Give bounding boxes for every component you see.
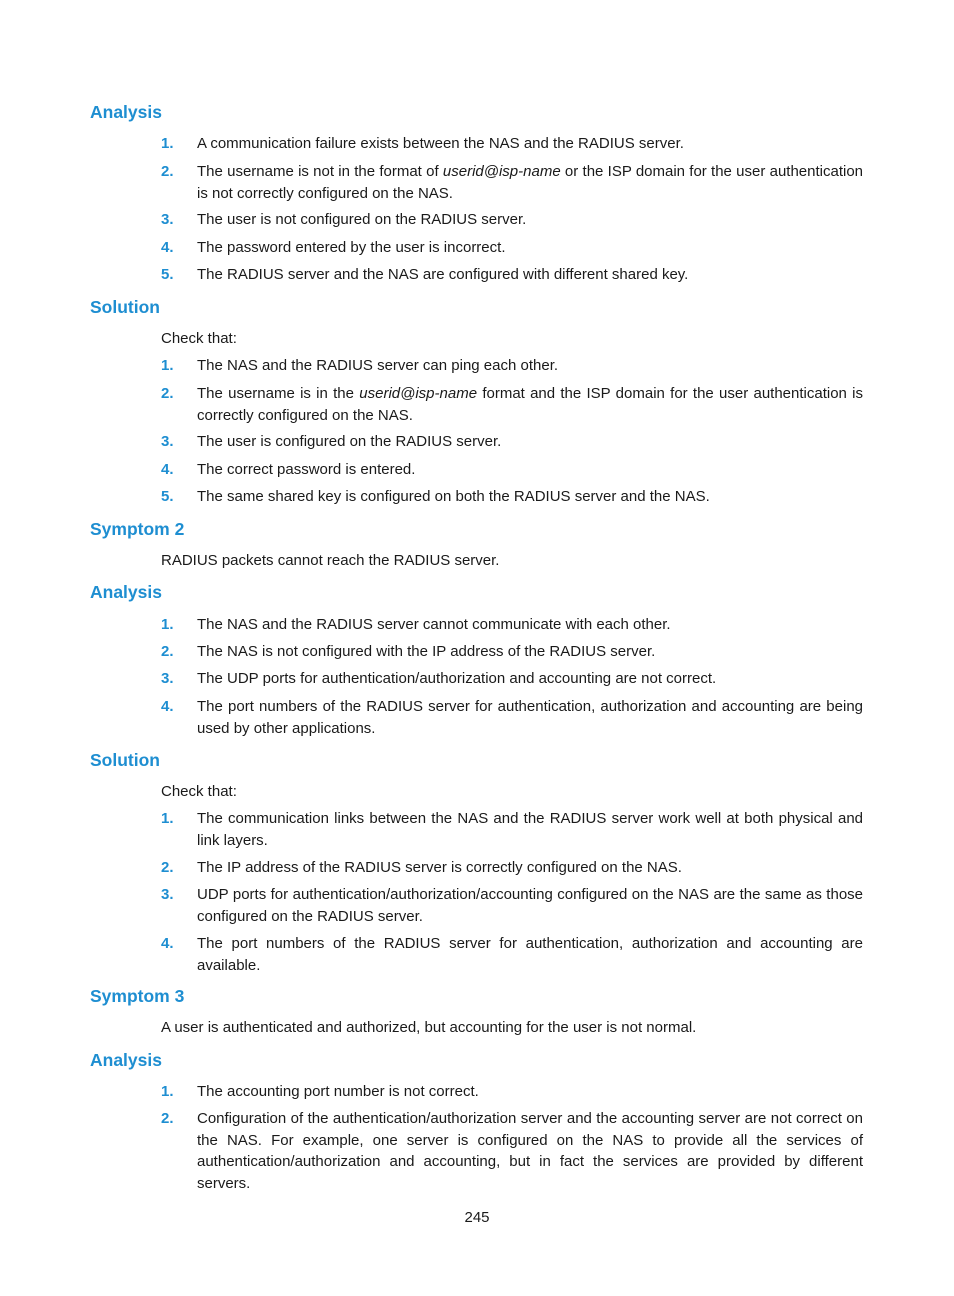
section-heading-analysis: Analysis	[90, 582, 162, 602]
list-text: The port numbers of the RADIUS server for authentication, authorization and accounting are being used by other applications.	[197, 698, 863, 737]
list-item	[161, 355, 863, 377]
list-number: 2.	[161, 859, 174, 876]
list-number: 1.	[161, 357, 174, 374]
intro-text: A user is authenticated and authorized, but accounting for the user is not normal.	[161, 1019, 697, 1036]
list-text: Configuration of the authentication/authorization server and the accounting server are not correct on the NAS. For example, one server is configured on the NAS to provide all the services of authentication/authorization and accounting, but in fact the services are provided by different servers.	[197, 1110, 863, 1192]
list-text: The RADIUS server and the NAS are configured with different shared key.	[197, 266, 689, 283]
list-number: 4.	[161, 239, 174, 256]
list-text: The UDP ports for authentication/authorization and accounting are not correct.	[197, 670, 717, 687]
list-number: 3.	[161, 670, 174, 687]
list-item	[161, 857, 863, 879]
list-item	[161, 614, 863, 636]
intro-text: RADIUS packets cannot reach the RADIUS server.	[161, 552, 500, 569]
section-heading-analysis: Analysis	[90, 102, 162, 122]
section-heading-solution: Solution	[90, 297, 160, 317]
list-item	[161, 209, 863, 231]
list-item	[161, 884, 863, 927]
list-text: A communication failure exists between the NAS and the RADIUS server.	[197, 135, 684, 152]
list-text: The accounting port number is not correct.	[197, 1083, 479, 1100]
list-text: The communication links between the NAS and the RADIUS server work well at both physical and link layers.	[197, 810, 863, 849]
list-number: 3.	[161, 886, 174, 903]
list-text: The correct password is entered.	[197, 461, 416, 478]
list-item	[161, 933, 863, 976]
list-number: 5.	[161, 266, 174, 283]
list-item	[161, 161, 863, 204]
list-number: 3.	[161, 433, 174, 450]
list-item	[161, 133, 863, 155]
list-item	[161, 1108, 863, 1194]
list-text: The NAS and the RADIUS server cannot communicate with each other.	[197, 616, 671, 633]
list-text: The username is not in the format of userid@isp-name or the ISP domain for the user authentication is not correctly configured on the NAS.	[197, 163, 864, 202]
list-text: The password entered by the user is incorrect.	[197, 239, 506, 256]
list-number: 2.	[161, 385, 174, 402]
list-item	[161, 696, 863, 739]
section-heading-solution: Solution	[90, 750, 160, 770]
list-text: The port numbers of the RADIUS server for authentication, authorization and accounting are available.	[197, 935, 863, 974]
list-text: The NAS is not configured with the IP address of the RADIUS server.	[197, 643, 656, 660]
list-number: 1.	[161, 1083, 174, 1100]
intro-text: Check that:	[161, 330, 237, 347]
list-text: The NAS and the RADIUS server can ping each other.	[197, 357, 559, 374]
list-item	[161, 1081, 863, 1103]
list-text: UDP ports for authentication/authorization/accounting configured on the NAS are the same as those configured on the RADIUS server.	[197, 886, 863, 925]
list-number: 4.	[161, 935, 174, 952]
list-item	[161, 237, 863, 259]
list-number: 2.	[161, 643, 174, 660]
intro-text: Check that:	[161, 783, 237, 800]
page-number: 245	[464, 1209, 490, 1226]
list-number: 4.	[161, 698, 174, 715]
list-number: 1.	[161, 810, 174, 827]
section-heading-analysis: Analysis	[90, 1050, 162, 1070]
emphasis-text: userid@isp-name	[442, 163, 561, 180]
list-number: 1.	[161, 616, 174, 633]
list-number: 4.	[161, 461, 174, 478]
section-heading-symptom-3: Symptom 3	[90, 986, 185, 1006]
list-item	[161, 641, 863, 663]
list-item	[161, 808, 863, 851]
list-number: 3.	[161, 211, 174, 228]
list-text: The user is configured on the RADIUS server.	[197, 433, 502, 450]
list-number: 5.	[161, 488, 174, 505]
emphasis-text: userid@isp-name	[359, 385, 478, 402]
list-text: The username is in the userid@isp-name format and the ISP domain for the user authentication is correctly configured on the NAS.	[197, 385, 863, 424]
section-heading-symptom-2: Symptom 2	[90, 519, 185, 539]
list-item	[161, 486, 863, 508]
list-item	[161, 383, 863, 426]
list-text: The same shared key is configured on both the RADIUS server and the NAS.	[197, 488, 710, 505]
list-item	[161, 668, 863, 690]
list-item	[161, 431, 863, 453]
list-number: 2.	[161, 163, 174, 180]
list-number: 2.	[161, 1110, 174, 1127]
list-text: The IP address of the RADIUS server is correctly configured on the NAS.	[197, 859, 682, 876]
list-text: The user is not configured on the RADIUS server.	[197, 211, 527, 228]
list-number: 1.	[161, 135, 174, 152]
list-item	[161, 264, 863, 286]
list-item	[161, 459, 863, 481]
